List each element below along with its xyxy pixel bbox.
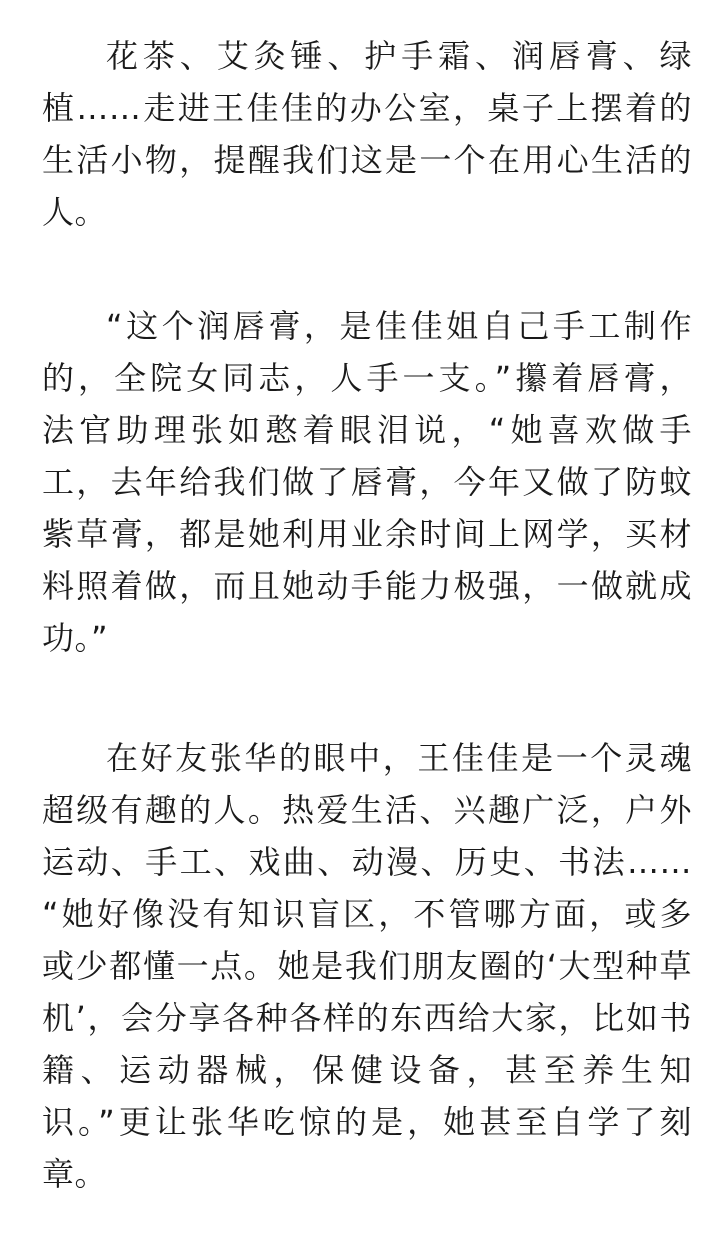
text-line: 料照着做，而且她动手能力极强，一做就成 <box>42 567 692 605</box>
text-line: 人。 <box>42 193 108 231</box>
text-line: 的，全院女同志，人手一支。”攥着唇膏， <box>42 359 692 397</box>
text-line: 花茶、艾灸锤、护手霜、润唇膏、绿 <box>106 37 692 75</box>
text-line: 识。”更让张华吃惊的是，她甚至自学了刻 <box>42 1103 692 1141</box>
text-line: 章。 <box>42 1155 108 1193</box>
text-line: 紫草膏，都是她利用业余时间上网学，买材 <box>42 515 692 553</box>
text-line: 超级有趣的人。热爱生活、兴趣广泛，户外 <box>42 791 692 829</box>
text-line: 或少都懂一点。她是我们朋友圈的‘大型种草 <box>42 947 692 985</box>
text-line: “她好像没有知识盲区，不管哪方面，或多 <box>42 895 692 933</box>
paragraph-1 <box>42 30 692 238</box>
text-line: 生活小物，提醒我们这是一个在用心生活的 <box>42 141 692 179</box>
text-line: 在好友张华的眼中，王佳佳是一个灵魂 <box>106 739 692 777</box>
text-line: 法官助理张如憨着眼泪说，“她喜欢做手 <box>42 411 692 449</box>
text-line: 工，去年给我们做了唇膏，今年又做了防蚊 <box>42 463 692 501</box>
text-line: 植……走进王佳佳的办公室，桌子上摆着的 <box>42 89 692 127</box>
text-line: 籍、运动器械，保健设备，甚至养生知 <box>42 1051 692 1089</box>
text-line: 功。” <box>42 619 109 657</box>
paragraph-3 <box>42 732 692 1200</box>
text-line: “这个润唇膏，是佳佳姐自己手工制作 <box>106 307 692 345</box>
paragraph-2 <box>42 300 692 664</box>
text-line: 运动、手工、戏曲、动漫、历史、书法…… <box>42 843 692 881</box>
text-line: 机’，会分享各种各样的东西给大家，比如书 <box>42 999 692 1037</box>
